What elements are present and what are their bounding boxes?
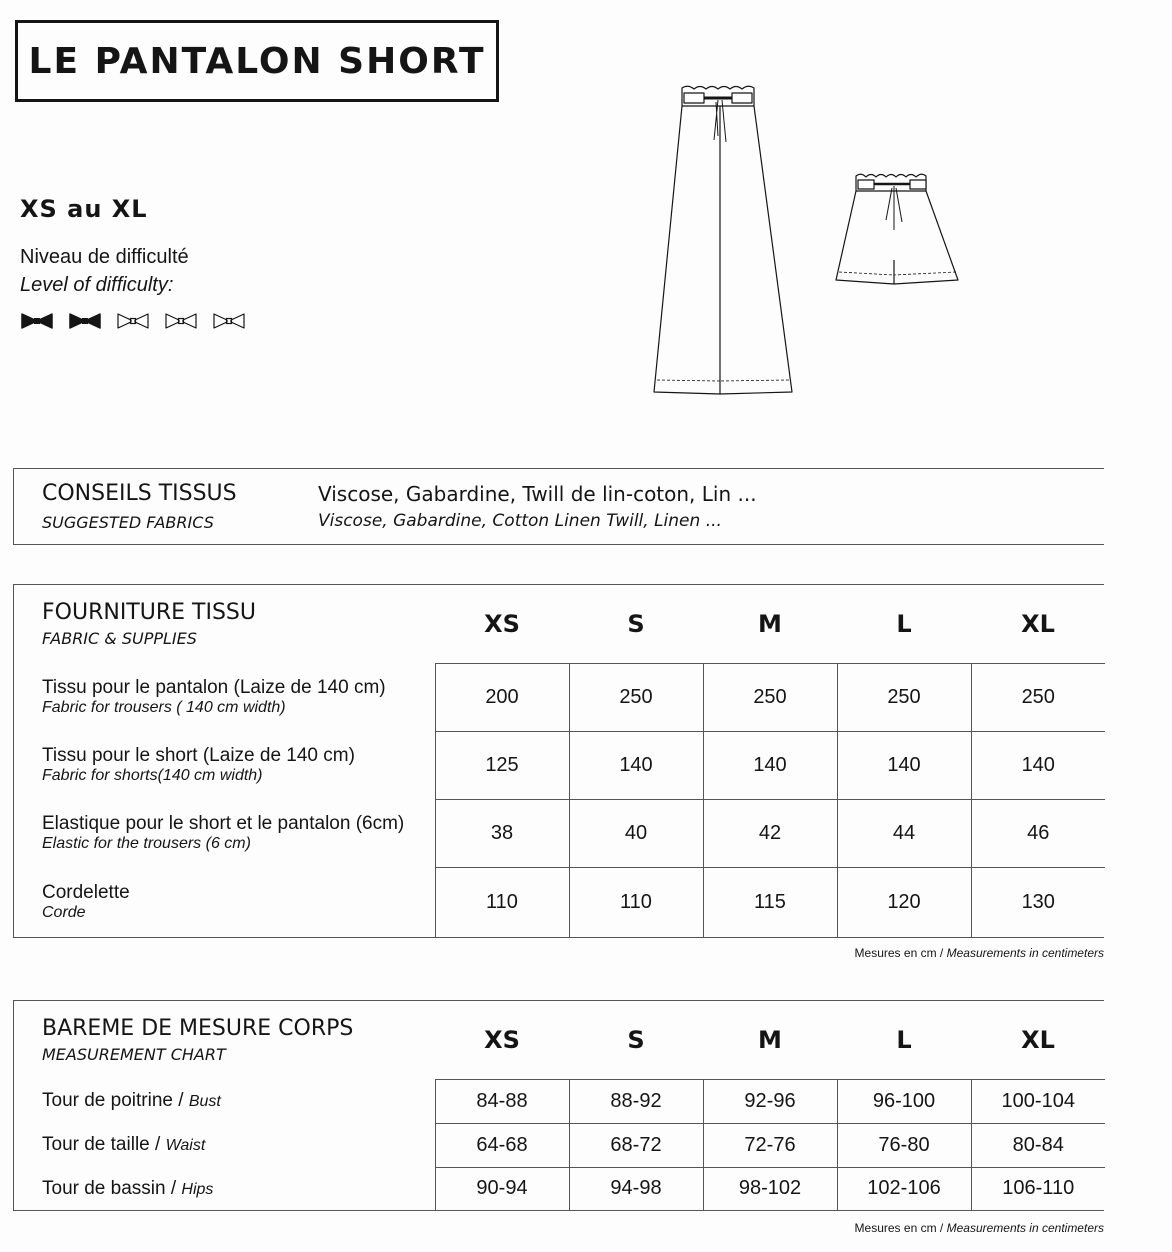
row-label-fr: Tour de poitrine / <box>42 1090 184 1111</box>
table-cell: 100-104 <box>971 1079 1105 1123</box>
table-cell: 80-84 <box>971 1123 1105 1167</box>
bow-tie-icon <box>212 311 246 331</box>
table-cell: 125 <box>435 731 569 799</box>
fabrics-heading-fr: CONSEILS TISSUS <box>42 481 237 506</box>
table-row <box>14 867 1105 937</box>
supplies-heading-fr: FOURNITURE TISSU <box>42 600 256 625</box>
table-cell: 96-100 <box>837 1079 971 1123</box>
table-row <box>14 731 1105 799</box>
bow-tie-icon <box>20 311 54 331</box>
table-cell: 98-102 <box>703 1167 837 1210</box>
row-label-fr: Tissu pour le short (Laize de 140 cm) <box>42 745 355 766</box>
row-label <box>42 1134 435 1156</box>
row-label-fr: Tour de bassin / <box>42 1177 177 1199</box>
size-header: L <box>896 1025 912 1054</box>
table-cell: 46 <box>971 799 1105 867</box>
table-header-row <box>14 1001 1105 1079</box>
row-label-fr: Elastique pour le short et le pantalon (6cm) <box>42 813 405 834</box>
size-header: XS <box>484 1025 520 1054</box>
units-note-fr: Mesures en cm / <box>854 1221 944 1235</box>
row-label-en: Bust <box>188 1093 221 1110</box>
row-label-en: Elastic for the trousers (6 cm) <box>42 835 251 852</box>
units-note-en: Measurements in centimeters <box>946 1221 1104 1235</box>
table-cell: 84-88 <box>435 1079 569 1123</box>
table-cell: 40 <box>569 799 703 867</box>
table-cell: 140 <box>703 731 837 799</box>
table-cell: 200 <box>435 663 569 731</box>
bow-tie-icon <box>68 311 102 331</box>
table-cell: 90-94 <box>435 1167 569 1210</box>
row-label-en: Waist <box>165 1137 206 1154</box>
chart-heading-en: MEASUREMENT CHART <box>42 1045 226 1064</box>
size-header: XL <box>1021 1025 1055 1054</box>
table-cell: 68-72 <box>569 1123 703 1167</box>
row-label-fr: Tissu pour le pantalon (Laize de 140 cm) <box>42 677 386 698</box>
units-note <box>855 1221 1104 1235</box>
fabrics-heading-en: SUGGESTED FABRICS <box>42 513 214 532</box>
row-label <box>42 1090 435 1112</box>
size-header: XS <box>484 609 520 638</box>
table-cell: 38 <box>435 799 569 867</box>
garment-illustration <box>640 80 980 402</box>
table-cell: 42 <box>703 799 837 867</box>
table-cell: 94-98 <box>569 1167 703 1210</box>
table-cell: 76-80 <box>837 1123 971 1167</box>
shorts-drawing <box>836 174 958 284</box>
table-cell: 140 <box>837 731 971 799</box>
table-cell: 110 <box>435 867 569 937</box>
table-cell: 64-68 <box>435 1123 569 1167</box>
table-cell: 130 <box>971 867 1105 937</box>
row-label-en: Hips <box>181 1180 214 1198</box>
bow-tie-icon <box>164 311 198 331</box>
fabrics-list-en: Viscose, Gabardine, Cotton Linen Twill, Linen ... <box>318 511 722 531</box>
table-cell: 250 <box>837 663 971 731</box>
chart-heading-fr: BAREME DE MESURE CORPS <box>42 1016 354 1041</box>
size-range: XS au XL <box>20 195 148 223</box>
size-header: L <box>896 609 912 638</box>
bow-tie-icon <box>116 311 150 331</box>
table-cell: 120 <box>837 867 971 937</box>
size-header: S <box>627 609 645 638</box>
table-row <box>14 1079 1105 1123</box>
row-label-fr: Tour de taille / <box>42 1134 161 1155</box>
units-note-fr: Mesures en cm / <box>854 946 944 960</box>
table-cell: 250 <box>703 663 837 731</box>
table-cell: 72-76 <box>703 1123 837 1167</box>
table-cell: 88-92 <box>569 1079 703 1123</box>
table-cell: 110 <box>569 867 703 937</box>
size-header: M <box>758 609 782 638</box>
size-header: XL <box>1021 609 1055 638</box>
difficulty-label-fr: Niveau de difficulté <box>20 246 189 268</box>
size-header: M <box>758 1025 782 1054</box>
measurement-chart-table <box>13 1000 1104 1211</box>
difficulty-label-en: Level of difficulty: <box>20 274 174 296</box>
table-cell: 115 <box>703 867 837 937</box>
trousers-drawing <box>654 86 792 394</box>
table-row <box>14 1167 1105 1210</box>
row-label-en: Fabric for trousers ( 140 cm width) <box>42 699 286 716</box>
supplies-table <box>13 584 1104 938</box>
suggested-fabrics-panel <box>13 468 1104 545</box>
table-cell: 102-106 <box>837 1167 971 1210</box>
table-cell: 106-110 <box>971 1167 1105 1210</box>
units-note <box>855 946 1104 960</box>
supplies-heading-en: FABRIC & SUPPLIES <box>42 629 197 648</box>
table-cell: 140 <box>971 731 1105 799</box>
pattern-title: LE PANTALON SHORT <box>15 20 499 102</box>
table-row <box>14 663 1105 731</box>
table-cell: 92-96 <box>703 1079 837 1123</box>
table-cell: 250 <box>569 663 703 731</box>
units-note-en: Measurements in centimeters <box>946 946 1104 960</box>
size-header: S <box>627 1025 645 1054</box>
table-cell: 140 <box>569 731 703 799</box>
table-row <box>14 1123 1105 1167</box>
table-cell: 44 <box>837 799 971 867</box>
row-label-en: Fabric for shorts(140 cm width) <box>42 767 263 784</box>
table-cell: 250 <box>971 663 1105 731</box>
table-row <box>14 799 1105 867</box>
row-label <box>42 1178 435 1200</box>
difficulty-rating <box>20 311 246 331</box>
table-header-row <box>14 585 1105 663</box>
row-label-en: Corde <box>42 904 86 921</box>
fabrics-list-fr: Viscose, Gabardine, Twill de lin-coton, Lin ... <box>318 482 757 506</box>
row-label-fr: Cordelette <box>42 882 130 903</box>
